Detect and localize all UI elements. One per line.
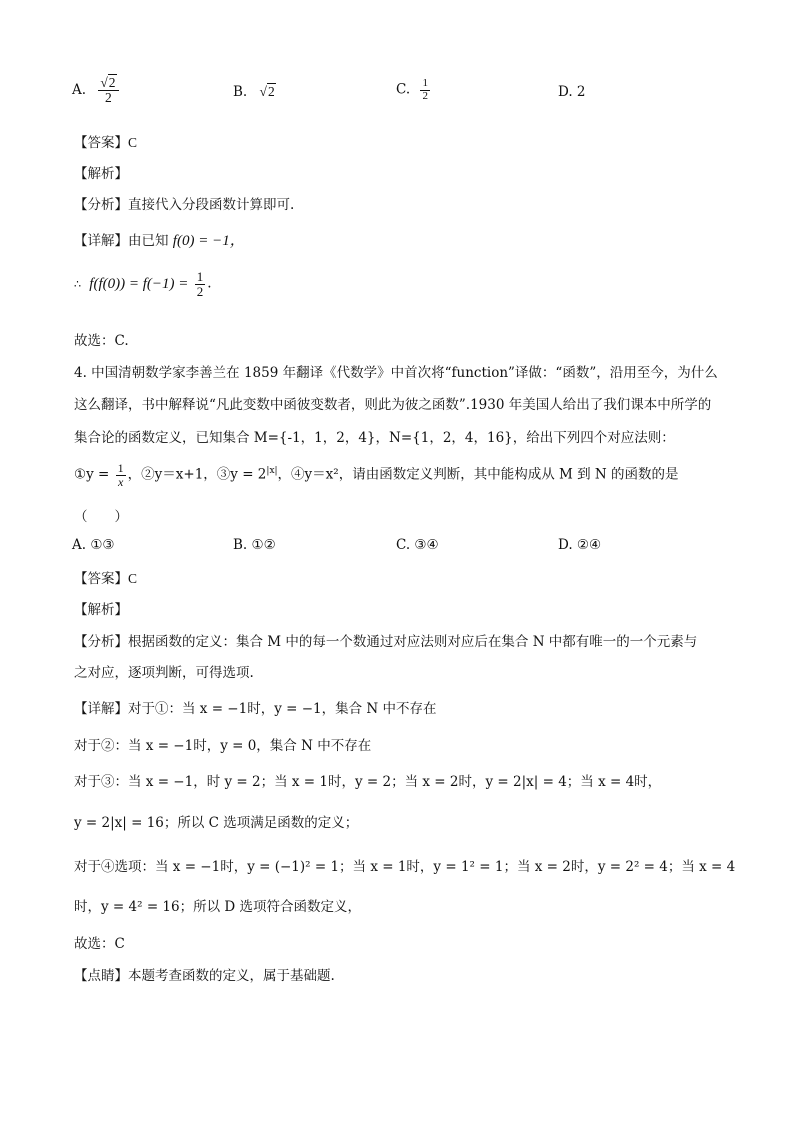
sqrt-expression: √2: [259, 84, 275, 99]
q4-option-b: B. ①②: [233, 537, 276, 553]
q3-analysis-heading: 【解析】: [74, 166, 128, 182]
fraction: $\frac{1}{2}$: [196, 269, 204, 299]
fraction: [98, 76, 118, 105]
q4-answer-blank: （ ）: [74, 509, 128, 525]
q3-fenxi: 【分析】直接代入分段函数计算即可.: [74, 197, 295, 213]
equation: f(f(0)) = f(−1) =: [89, 275, 189, 292]
q4-option-c: C. ③④: [396, 537, 439, 553]
option-letter: B.: [233, 84, 248, 100]
q3-answer: [74, 131, 137, 151]
q4-detail-5: 对于④选项：当 x = −1时，y = (−1)² = 1；当 x = 1时，y = 1² = 1；当 x = 2时，y = 2² = 4；当 x = 4: [74, 859, 736, 875]
therefore-symbol: ∴: [74, 277, 81, 291]
option-letter: C.: [396, 81, 411, 98]
q4-stem-line-3: 集合论的函数定义，已知集合 M={-1，1，2，4}，N={1，2，4，16}，给出下列四个对应法则：: [74, 430, 675, 446]
q4-detail-6: 时，y = 4² = 16；所以 D 选项符合函数定义，: [74, 899, 361, 915]
q4-rules-line: ①y = $\frac{1}{x}$ ，②y＝x+1，③y = $2^{|x|}$，④y＝x²，请由函数定义判断，其中能构成从 M 到 N 的函数的是: [74, 461, 679, 489]
q4-answer: 【答案】C: [74, 571, 138, 587]
fraction-numerator: √2: [98, 76, 118, 91]
q3-xiangjie: 【详解】由已知 f(0) = −1，: [74, 233, 245, 249]
fraction-denominator: 2: [105, 90, 112, 106]
q4-option-d: D. ②④: [558, 537, 602, 553]
q4-fenxi-line-2: 之对应，逐项判断，可得选项.: [74, 665, 254, 681]
q4-option-a: A. ①③: [72, 537, 115, 553]
q4-detail-1: 【详解】对于①：当 x = −1时，y = −1，集合 N 中不存在: [74, 701, 437, 717]
fraction: $\frac{1}{2}$: [422, 77, 428, 102]
q4-stem-line-1: 4. 中国清朝数学家李善兰在 1859 年翻译《代数学》中首次将“function”译做：“函数”，沿用至今，为什么: [74, 365, 718, 381]
equation: f(0) = −1，: [172, 233, 245, 249]
q4-detail-4: y = 2|x| = 16；所以 C 选项满足函数的定义；: [74, 815, 359, 831]
option-letter: A.: [72, 82, 87, 99]
answer-label: 【答案】: [74, 135, 128, 151]
q4-analysis-heading: 【解析】: [74, 602, 128, 618]
q3-option-c: [396, 78, 432, 102]
q4-detail-2: 对于②：当 x = −1时，y = 0，集合 N 中不存在: [74, 738, 372, 754]
fraction: $\frac{1}{x}$: [117, 461, 124, 489]
q3-conclusion: 故选：C.: [74, 333, 129, 349]
q4-fenxi-line-1: 【分析】根据函数的定义：集合 M 中的每一个数通过对应法则对应后在集合 N 中都有唯一的一个元素与: [74, 634, 698, 650]
q3-option-d: D. 2: [558, 84, 586, 100]
q3-derivation: ∴ f(f(0)) = f(−1) = $\frac{1}{2}$ .: [74, 269, 212, 299]
answer-value: C: [128, 135, 138, 150]
q4-detail-3: 对于③：当 x = −1，时 y = 2；当 x = 1时，y = 2；当 x = 2时，y = 2|x| = 4；当 x = 4时，: [74, 774, 662, 790]
q3-option-b: [233, 84, 276, 100]
q4-dianjing: 【点睛】本题考查函数的定义，属于基础题.: [74, 968, 335, 984]
q3-option-a: [72, 76, 121, 105]
q4-conclusion: 故选：C: [74, 936, 125, 952]
q4-stem-line-2: 这么翻译，书中解释说“凡此变数中函彼变数者，则此为彼之函数”.1930 年美国人给出了我们课本中所学的: [74, 397, 712, 413]
